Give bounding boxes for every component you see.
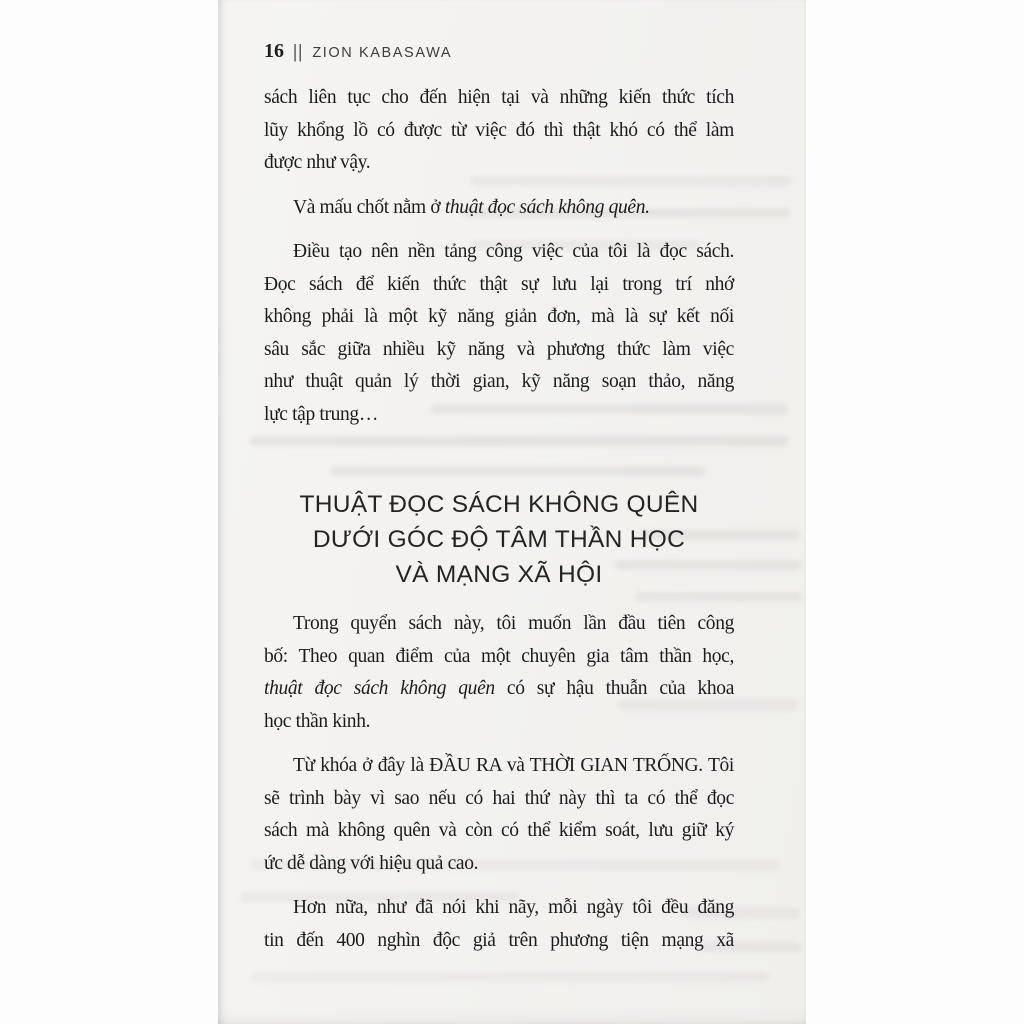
text-line: sách mà không quên và còn có thể kiểm soát, lưu giữ ký <box>264 820 734 841</box>
text-line: Trong quyển sách này, tôi muốn lần đầu tiên công <box>293 613 734 634</box>
text-line: không phải là một kỹ năng giản đơn, mà là sự kết nối <box>264 306 734 327</box>
text-line: lũy khổng lồ có được từ việc đó thì thật khó có thể làm <box>264 119 734 141</box>
text-segment: Và mấu chốt nằm ở <box>293 196 445 218</box>
section-heading <box>264 487 734 592</box>
page-content <box>264 0 734 957</box>
text-line: sâu sắc giữa nhiều kỹ năng và phương thức làm việc <box>264 338 734 360</box>
paragraph <box>264 236 734 431</box>
text-line: Đọc sách để kiến thức thật sự lưu lại trong trí nhớ <box>264 273 734 295</box>
section-heading-line: THUẬT ĐỌC SÁCH KHÔNG QUÊN <box>299 491 699 518</box>
text-line: lực tập trung… <box>264 403 378 425</box>
text-line: sách liên tục cho đến hiện tại và những kiến thức tích <box>264 87 734 108</box>
author-name: ZION KABASAWA <box>312 45 453 61</box>
paragraph <box>264 82 734 180</box>
text-line <box>264 192 734 225</box>
paragraph <box>264 192 734 225</box>
text-line: sẽ trình bày vì sao nếu có hai thứ này thì ta có thể đọc <box>264 787 734 809</box>
bleed-through-smudge <box>250 972 770 982</box>
text-segment: có sự hậu thuẫn của khoa <box>494 678 734 699</box>
text-line <box>264 673 734 706</box>
section-heading-line: VÀ MẠNG XÃ HỘI <box>395 561 603 588</box>
text-line: được như vậy. <box>264 152 371 173</box>
text-line: bố: Theo quan điểm của một chuyên gia tâm thần học, <box>264 645 734 667</box>
book-page <box>218 0 806 1024</box>
text-line: ức dễ dàng với hiệu quả cao. <box>264 852 479 874</box>
text-line: Điều tạo nên nền tảng công việc của tôi là đọc sách. <box>293 241 734 262</box>
text-line: Từ khóa ở đây là ĐẦU RA và THỜI GIAN TRỐNG. Tôi <box>293 755 734 776</box>
header-separator: || <box>293 42 304 63</box>
running-header <box>264 40 734 62</box>
text-line: tin đến 400 nghìn độc giả trên phương tiện mạng xã <box>264 929 734 951</box>
paragraph <box>264 608 734 738</box>
text-line: Hơn nữa, như đã nói khi nãy, mỗi ngày tôi đều đăng <box>293 897 734 918</box>
paragraph <box>264 892 734 957</box>
paragraph <box>264 750 734 880</box>
emphasized-phrase: thuật đọc sách không quên. <box>444 196 650 218</box>
page-number: 16 <box>264 40 284 62</box>
emphasized-phrase: thuật đọc sách không quên <box>264 678 495 699</box>
section-heading-line: DƯỚI GÓC ĐỘ TÂM THẦN HỌC <box>312 526 686 553</box>
text-line: học thần kinh. <box>264 710 371 732</box>
text-line: như thuật quản lý thời gian, kỹ năng soạn thảo, năng <box>264 371 734 392</box>
